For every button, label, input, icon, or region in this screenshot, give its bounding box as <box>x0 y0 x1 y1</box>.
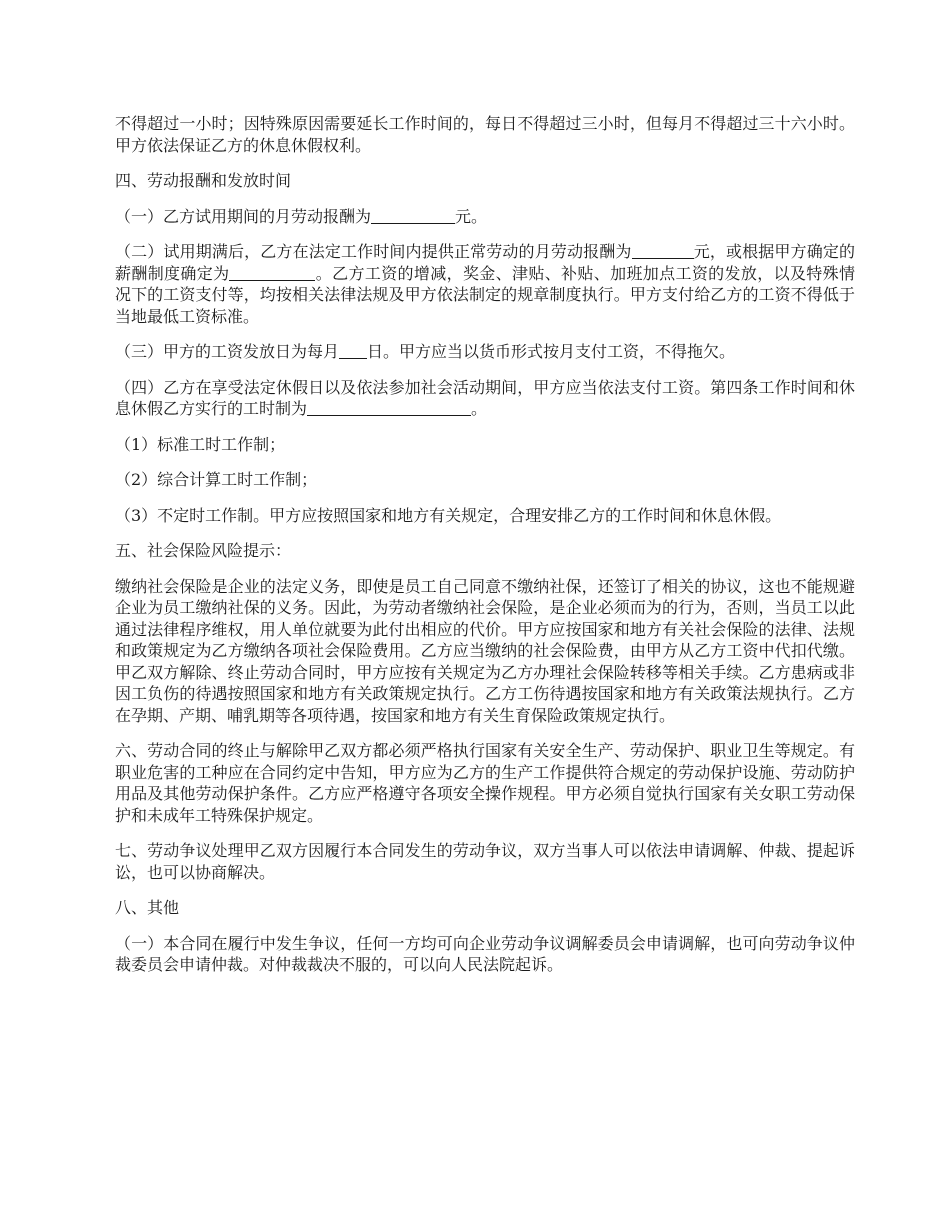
list-item-comprehensive-hours: （2）综合计算工时工作制； <box>115 470 318 489</box>
regular-pay-text-3: 。乙方工资的增减，奖金、津贴、补贴、加班加点工资的发放，以及特殊情况下的工资支付等，均按相关法律法规及甲方依法制定的规章制度执行。甲方支付给乙方的工资不得低于当地最低工资标准。 <box>115 263 855 326</box>
regular-pay-blank <box>632 242 694 259</box>
pay-day-text: （三）甲方的工资发放日为每月 <box>115 342 340 361</box>
salary-system-blank <box>229 264 315 281</box>
list-item-flexible-hours: （3）不定时工作制。甲方应按照国家和地方有关规定，合理安排乙方的工作时间和休息休假。 <box>115 505 782 525</box>
regular-pay-text: （二）试用期满后，乙方在法定工作时间内提供正常劳动的月劳动报酬为 <box>115 242 632 261</box>
paragraph-pay-day <box>115 341 855 363</box>
pay-day-text-2: 日。甲方应当以货币形式按月支付工资，不得拖欠。 <box>367 342 736 361</box>
paragraph-working-hours-limit: 不得超过一小时；因特殊原因需要延长工作时间的，每日不得超过三小时，但每月不得超过三十六小时。甲方依法保证乙方的休息休假权利。 <box>115 114 855 155</box>
holiday-pay-text-2: 。 <box>471 399 488 418</box>
list-item-standard-hours: （1）标准工时工作制； <box>115 434 286 454</box>
paragraph-other-dispute: （一）本合同在履行中发生争议，任何一方均可向企业劳动争议调解委员会申请调解，也可向劳动争议仲裁委员会申请仲裁。对仲裁裁决不服的，可以向人民法院起诉。 <box>115 933 855 974</box>
holiday-pay-text: （四）乙方在享受法定休假日以及依法参加社会活动期间，甲方应当依法支付工资。第四条工作时间和休息休假乙方实行的工时制为 <box>115 377 855 418</box>
paragraph-probation-pay <box>115 206 855 228</box>
section-heading-other: 八、其他 <box>115 898 180 917</box>
paragraph-regular-pay <box>115 241 855 327</box>
regular-pay-text-2: 元，或根据甲方确定的薪酬制度确定为 <box>115 242 855 283</box>
section-heading-social-insurance: 五、社会保险风险提示： <box>115 541 292 560</box>
work-hour-system-blank <box>307 399 471 416</box>
probation-pay-blank <box>371 207 455 224</box>
document-page <box>115 113 855 990</box>
section-heading-remuneration: 四、劳动报酬和发放时间 <box>115 171 292 190</box>
paragraph-holiday-pay <box>115 377 855 420</box>
probation-pay-text: （一）乙方试用期间的月劳动报酬为 <box>115 206 372 226</box>
paragraph-termination: 六、劳动合同的终止与解除甲乙双方都必须严格执行国家有关安全生产、劳动保护、职业卫生等规定。有职业危害的工种应在合同约定中告知，甲方应为乙方的生产工作提供符合规定的劳动保护设施、劳动防护用品及其他劳动保护条件。乙方应严格遵守各项安全操作规程。甲方必须自觉执行国家有关女职工劳动保护和未成年工特殊保护规定。 <box>115 741 855 825</box>
paragraph-social-insurance: 缴纳社会保险是企业的法定义务，即使是员工自己同意不缴纳社保，还签订了相关的协议，这也不能规避企业为员工缴纳社保的义务。因此，为劳动者缴纳社会保险，是企业必须而为的行为，否则，当员工以此通过法律程序维权，用人单位就要为此付出相应的代价。甲方应按国家和地方有关社会保险的法律、法规和政策规定为乙方缴纳各项社会保险费用。乙方应当缴纳的社会保险费，由甲方从乙方工资中代扣代缴。甲乙双方解除、终止劳动合同时，甲方应按有关规定为乙方办理社会保险转移等相关手续。乙方患病或非因工负伤的待遇按照国家和地方有关政策规定执行。乙方工伤待遇按国家和地方有关政策法规执行。乙方在孕期、产期、哺乳期等各项待遇，按国家和地方有关生育保险政策规定执行。 <box>115 576 855 725</box>
paragraph-dispute: 七、劳动争议处理甲乙双方因履行本合同发生的劳动争议，双方当事人可以依法申请调解、仲裁、提起诉讼，也可以协商解决。 <box>115 841 855 882</box>
probation-pay-unit: 元。 <box>455 206 488 226</box>
pay-day-blank <box>339 342 367 359</box>
